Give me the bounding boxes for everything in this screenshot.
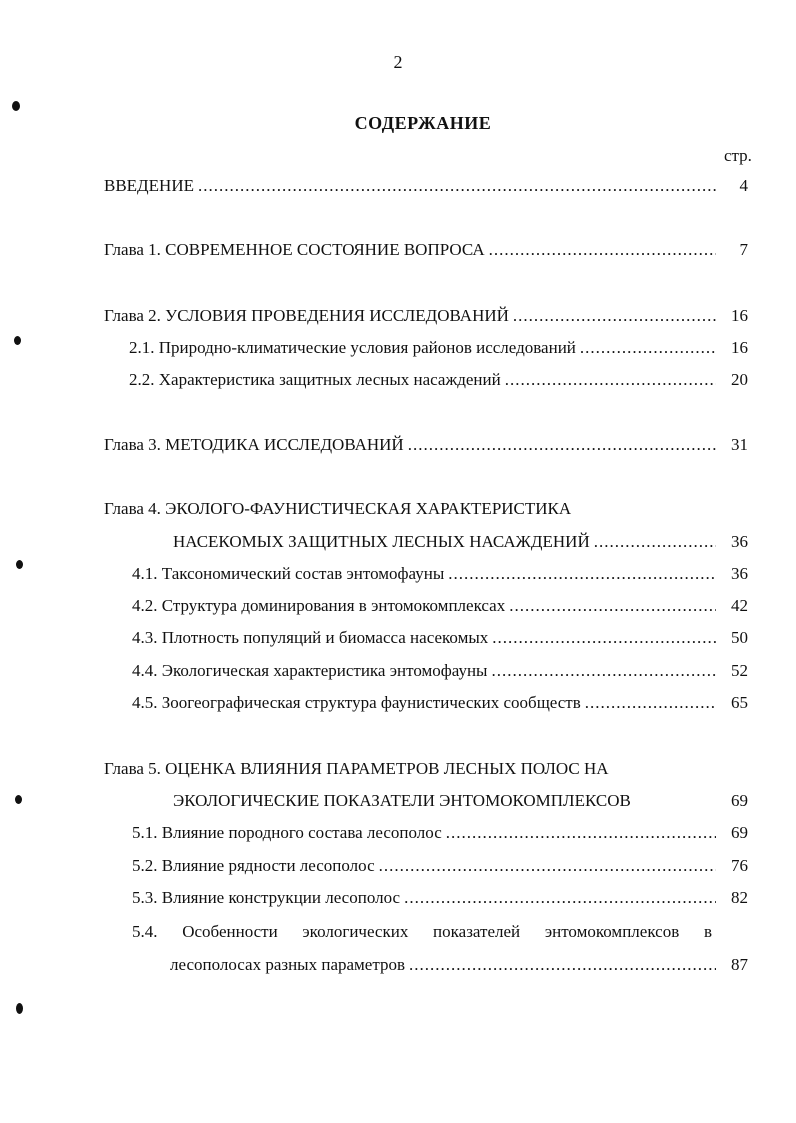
page-number: 2 [393, 52, 403, 72]
dot-leader [580, 337, 716, 359]
toc-entry-text: 5.3. Влияние конструкции лесополос [132, 888, 401, 907]
word: 5.4. [132, 922, 158, 941]
toc-entry-page: 31 [731, 435, 748, 454]
toc-entry-page: 76 [731, 856, 748, 875]
toc-entry-ch2-1[interactable] [129, 337, 748, 359]
toc-entry-text: лесополосах разных параметров [170, 955, 406, 974]
toc-entry-ch1[interactable] [104, 239, 748, 261]
toc-entry-page: 50 [731, 628, 748, 647]
word: экологических [302, 922, 409, 941]
toc-entry-text: 5.2. Влияние рядности лесополос [132, 856, 375, 875]
toc-entry-intro[interactable] [104, 175, 748, 197]
toc-entry-text: НАСЕКОМЫХ ЗАЩИТНЫХ ЛЕСНЫХ НАСАЖДЕНИЙ [173, 532, 590, 551]
dot-leader [594, 531, 716, 553]
toc-entry-ch5-3[interactable] [132, 887, 748, 909]
toc-entry-text: 4.4. Экологическая характеристика энтомофауны [132, 661, 488, 680]
toc-entry-page: 16 [731, 306, 748, 325]
dot-leader [509, 595, 716, 617]
toc-entry-text: Глава 2. УСЛОВИЯ ПРОВЕДЕНИЯ ИССЛЕДОВАНИЙ [104, 306, 509, 325]
toc-entry-page: 16 [731, 338, 748, 357]
toc-entry-page: 82 [731, 888, 748, 907]
toc-entry-text: ВВЕДЕНИЕ [104, 176, 194, 195]
toc-entry-page: 36 [731, 532, 748, 551]
toc-entry-text: Глава 1. СОВРЕМЕННОЕ СОСТОЯНИЕ ВОПРОСА [104, 240, 485, 259]
toc-entry-text: 5.1. Влияние породного состава лесополос [132, 823, 442, 842]
toc-entry-ch5-1[interactable] [132, 822, 748, 844]
toc-entry-ch4-4[interactable] [132, 660, 748, 682]
dot-leader [198, 175, 716, 197]
page-title: СОДЕРЖАНИЕ [354, 113, 492, 133]
word: энтомокомплексов [544, 922, 680, 941]
toc-entry-ch5-4-line1[interactable] [132, 921, 712, 943]
toc-entry-page: 87 [731, 955, 748, 974]
dot-leader [448, 563, 716, 585]
toc-entry-page: 69 [731, 791, 748, 810]
toc-entry-ch4-2[interactable] [132, 595, 748, 617]
toc-entry-ch4-3[interactable] [132, 627, 748, 649]
toc-entry-text: 4.5. Зоогеографическая структура фаунистических сообществ [132, 693, 581, 712]
toc-entry-text: 4.3. Плотность популяций и биомасса насекомых [132, 628, 489, 647]
dot-leader [489, 239, 716, 261]
toc-entry-ch2-2[interactable] [129, 369, 748, 391]
toc-entry-page: 69 [731, 823, 748, 842]
toc-entry-page: 36 [731, 564, 748, 583]
scan-mark [15, 795, 22, 804]
toc-entry-ch5-line1[interactable]: Глава 5. ОЦЕНКА ВЛИЯНИЯ ПАРАМЕТРОВ ЛЕСНЫХ ПОЛОС НА [104, 759, 609, 778]
word: показателей [433, 922, 521, 941]
toc-entry-text: 2.1. Природно-климатические условия районов исследований [129, 338, 576, 357]
scan-mark [12, 101, 20, 111]
toc-entry-text: 2.2. Характеристика защитных лесных насаждений [129, 370, 501, 389]
word: Особенности [182, 922, 278, 941]
toc-entry-page: 7 [739, 240, 748, 259]
scan-mark [14, 336, 21, 345]
dot-leader [408, 434, 716, 456]
dot-leader [409, 954, 716, 976]
dot-leader [446, 822, 716, 844]
dot-leader [404, 887, 716, 909]
toc-entry-text: 4.2. Структура доминирования в энтомокомплексах [132, 596, 506, 615]
toc-entry-ch2[interactable] [104, 305, 748, 327]
toc-entry-page: 42 [731, 596, 748, 615]
toc-entry-ch5[interactable] [173, 790, 748, 812]
toc-entry-ch4-line1[interactable]: Глава 4. ЭКОЛОГО-ФАУНИСТИЧЕСКАЯ ХАРАКТЕРИСТИКА [104, 499, 572, 518]
toc-entry-ch5-4[interactable] [170, 954, 748, 976]
dot-leader [505, 369, 716, 391]
toc-entry-page: 20 [731, 370, 748, 389]
dot-leader [492, 627, 716, 649]
dot-leader [379, 855, 716, 877]
toc-entry-text: ЭКОЛОГИЧЕСКИЕ ПОКАЗАТЕЛИ ЭНТОМОКОМПЛЕКСОВ [173, 791, 631, 810]
word: в [703, 922, 712, 941]
toc-entry-ch3[interactable] [104, 434, 748, 456]
scan-mark [16, 560, 23, 569]
toc-entry-ch5-2[interactable] [132, 855, 748, 877]
dot-leader [491, 660, 716, 682]
toc-entry-ch4-1[interactable] [132, 563, 748, 585]
page-column-label: стр. [724, 146, 752, 165]
toc-entry-page: 4 [739, 176, 748, 195]
toc-entry-ch4-5[interactable] [132, 692, 748, 714]
dot-leader [513, 305, 716, 327]
dot-leader [585, 692, 716, 714]
toc-entry-page: 52 [731, 661, 748, 680]
toc-entry-text: 4.1. Таксономический состав энтомофауны [132, 564, 445, 583]
toc-entry-ch4[interactable] [173, 531, 748, 553]
toc-entry-text: Глава 3. МЕТОДИКА ИССЛЕДОВАНИЙ [104, 435, 404, 454]
scan-mark [16, 1003, 23, 1014]
toc-entry-page: 65 [731, 693, 748, 712]
